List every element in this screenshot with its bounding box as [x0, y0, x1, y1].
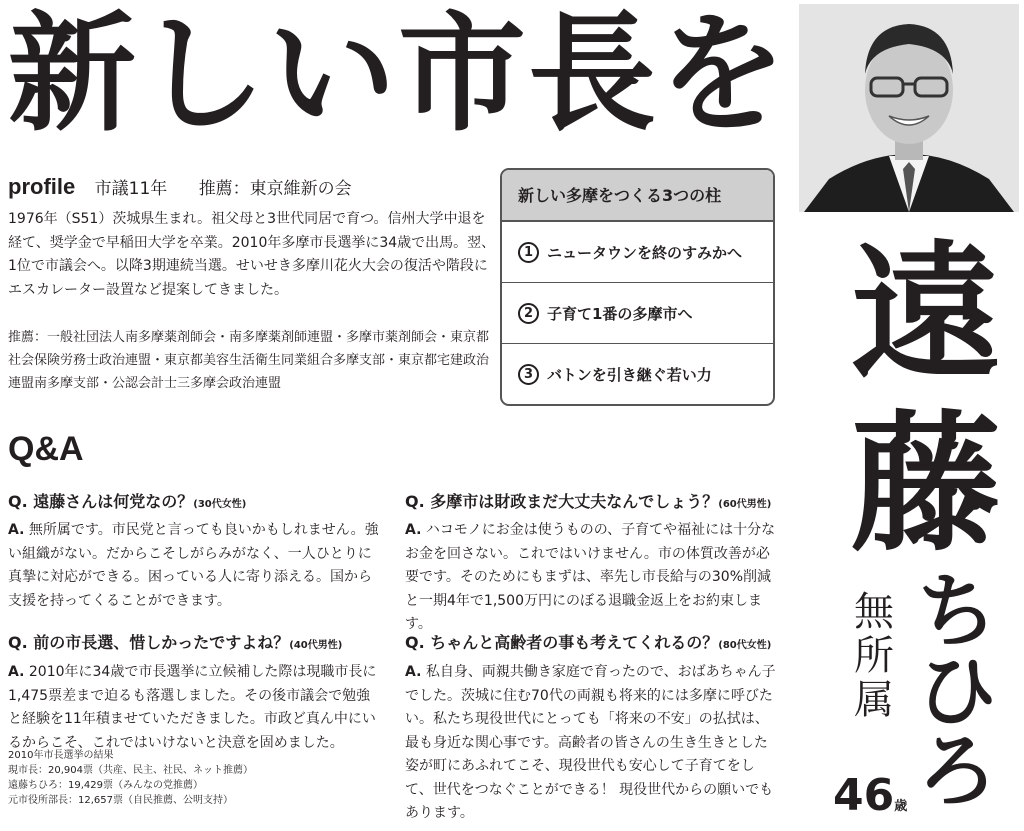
pillar-number: 2: [518, 303, 539, 324]
age-number: 46: [833, 770, 895, 821]
profile-label: profile: [8, 174, 76, 199]
election-result: [8, 748, 253, 808]
question-asker: (40代男性): [289, 640, 343, 651]
answer-text: ハコモノにお金は使うものの、子育てや福祉には十分なお金を回さない。これではいけません。市の体質改善が必要です。そのためにもまずは、率先し市長給与の30%削減と一期4年で1,500万円にのぼる退職金返上をお約束します。: [405, 522, 776, 632]
question-text: Q. 多摩市は財政まだ大丈夫なんでしょう？: [405, 492, 719, 511]
answer: [8, 661, 380, 755]
answer-text: 無所属です。市民党と言っても良いかもしれません。強い組織がない。だからこそしがらみがなく、一人ひとりに真摯に対応ができる。困っている人に寄り添える。国から支援を持ってくることができます。: [8, 522, 379, 609]
candidate-party: [852, 590, 896, 722]
surname-char: 遠: [850, 228, 1001, 402]
answer-prefix: A.: [405, 664, 422, 680]
question: [405, 489, 771, 512]
election-result-line: 遠藤ちひろ：19,429票（みんなの党推薦）: [8, 780, 203, 791]
answer-text: 2010年に34歳で市長選挙に立候補した際は現職市長に1,475票差まで迫るも落選しました。その後市議会で勉強と経験を11年積ませていただきました。市政ど真ん中にいるからこそ、これではいけないと決意を固めました。: [8, 664, 377, 751]
question-text: Q. 遠藤さんは何党なの？: [8, 492, 194, 511]
given-name-char: ろ: [917, 725, 997, 818]
pillar-item: [502, 222, 773, 283]
answer: [8, 519, 380, 613]
surname-char: 藤: [850, 398, 1001, 572]
election-result-title: 2010年市長選挙の結果: [8, 750, 114, 761]
question-asker: (80代女性): [718, 640, 772, 651]
party-char: 所: [854, 633, 894, 679]
profile-supporters: 推薦：一般社団法人南多摩薬剤師会・南多摩薬剤師連盟・多摩市薬剤師会・東京都社会保険労務士政治連盟・東京都美容生活衛生同業組合多摩支部・東京都宅建政治連盟南多摩支部・公認会計士三多摩会政治連盟: [8, 330, 490, 391]
given-name-char: ひ: [917, 645, 997, 738]
age-unit: 歳: [894, 799, 908, 814]
question: [8, 630, 342, 653]
headline: 新しい市長を: [8, 0, 789, 149]
answer-prefix: A.: [405, 522, 422, 538]
profile-line: [8, 174, 378, 200]
candidate-photo: [799, 4, 1019, 212]
profile-item: 市議11年: [94, 179, 168, 199]
election-result-line: 現市長：20,904票（共産、民主、社民、ネット推薦）: [8, 765, 253, 776]
answer-prefix: A.: [8, 664, 25, 680]
pillar-text: バトンを引き継ぐ若い力: [547, 366, 712, 384]
candidate-surname: [826, 230, 1024, 570]
pillars-title: 新しい多摩をつくる3つの柱: [502, 170, 773, 222]
pillars-box: [500, 168, 775, 406]
given-name-char: ち: [917, 565, 997, 658]
answer-prefix: A.: [8, 522, 25, 538]
pillar-number: 1: [518, 242, 539, 263]
question: [8, 489, 246, 512]
party-char: 属: [854, 677, 894, 723]
portrait-image: [799, 4, 1019, 212]
question-text: Q. ちゃんと高齢者の事も考えてくれるの？: [405, 633, 719, 652]
question-asker: (30代女性): [193, 499, 247, 510]
answer: [405, 519, 777, 637]
question-text: Q. 前の市長選、惜しかったですよね？: [8, 633, 290, 652]
profile-bio: 1976年（S51）茨城県生まれ。祖父母と3世代同居で育つ。信州大学中退を経て、奨学金で早稲田大学を卒業。2010年多摩市長選挙に34歳で出馬。翌、1位で市議会へ。以降3期連続当選。せいせき多摩川花火大会の復活や階段にエスカレーター設置など提案してきました。: [8, 211, 496, 298]
answer-text: 私自身、両親共働き家庭で育ったので、おばあちゃん子でした。茨城に住む70代の両親も将来的には多摩に呼びたい。私たち現役世代にとっても「将来の不安」の払拭は、最も身近な関心事です。高齢者の皆さんの生き生きとした姿が町にあふれてこそ、現役世代も安心して子育てをして、世代をつなぐことができる！ 現役世代からの願いでもあります。: [405, 664, 776, 821]
pillar-item: [502, 344, 773, 405]
pillar-text: 子育て1番の多摩市へ: [547, 304, 693, 323]
pillar-number: 3: [518, 364, 539, 385]
candidate-given-name: [902, 565, 1012, 818]
profile-item: 推薦：東京維新の会: [198, 179, 352, 199]
election-result-line: 元市役所部長：12,657票（自民推薦、公明支持）: [8, 795, 233, 806]
qa-heading: Q&A: [8, 430, 84, 468]
answer: [405, 661, 777, 826]
question: [405, 630, 771, 653]
candidate-age: [833, 772, 907, 831]
pillar-item: [502, 283, 773, 344]
pillar-text: ニュータウンを終のすみかへ: [547, 243, 743, 262]
question-asker: (60代男性): [718, 499, 772, 510]
party-char: 無: [854, 589, 894, 635]
